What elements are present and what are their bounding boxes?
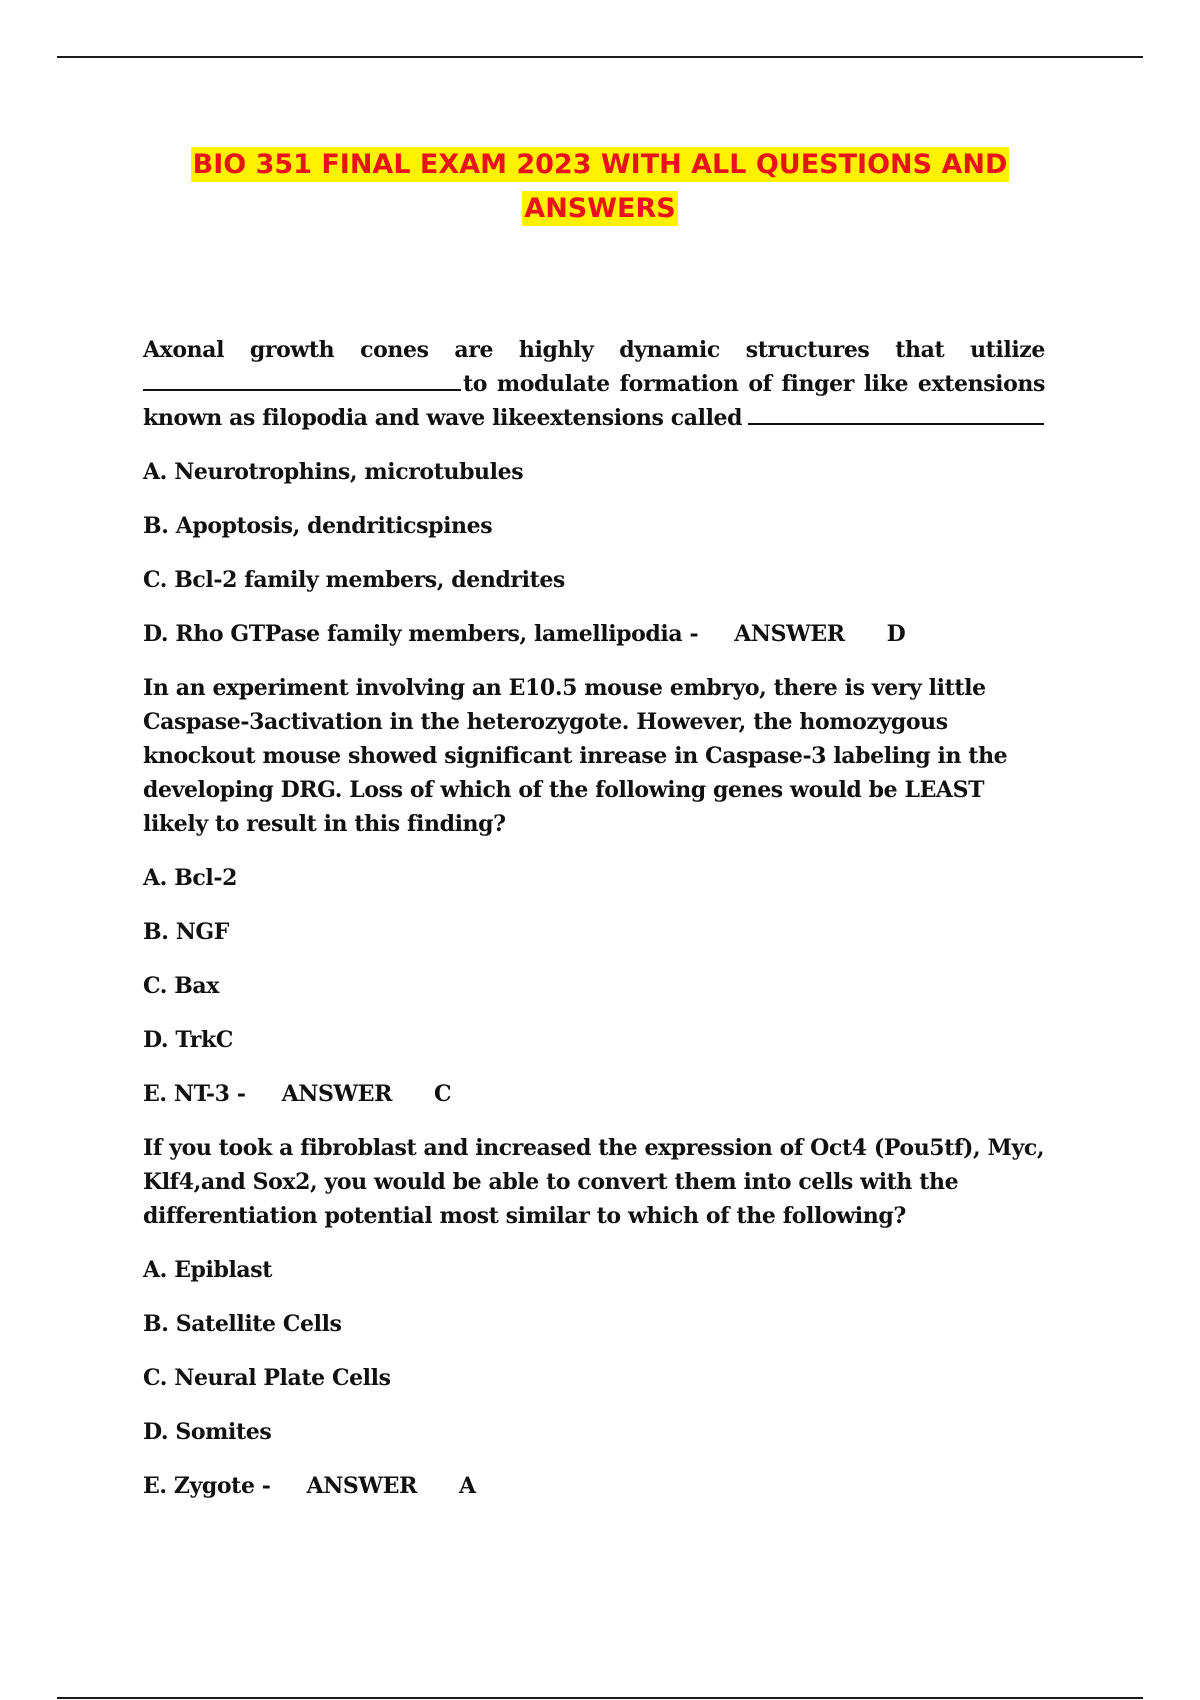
- option-a: A. Neurotrophins, microtubules: [143, 459, 524, 485]
- question-1-text-part1: Axonal growth cones are highly dynamic structures that utilize: [143, 337, 1045, 363]
- question-3: [143, 1131, 1045, 1503]
- question-1-text: [143, 333, 1045, 435]
- option-b: B. Satellite Cells: [143, 1311, 342, 1337]
- question-3-text: If you took a fibroblast and increased the expression of Oct4 (Pou5tf), Myc, Klf4,and Sox2, you would be able to convert them into cells with the differentiation potential most similar to which of the following?: [143, 1135, 1045, 1229]
- answer-value: C: [434, 1081, 452, 1107]
- option-b: B. Apoptosis, dendriticspines: [143, 513, 493, 539]
- question-2: [143, 671, 1045, 1111]
- option-e: E. NT-3 -: [143, 1081, 246, 1107]
- option-d-with-answer: [143, 617, 1045, 651]
- option-c: C. Neural Plate Cells: [143, 1365, 391, 1391]
- title-line-1: BIO 351 FINAL EXAM 2023 WITH ALL QUESTIONS AND: [192, 149, 1008, 180]
- answer-label: ANSWER: [734, 621, 845, 647]
- document-body: [143, 333, 1045, 1523]
- answer-label: ANSWER: [281, 1081, 392, 1107]
- answer-value: D: [886, 621, 906, 647]
- option-e-with-answer: [143, 1077, 1045, 1111]
- option-e: E. Zygote -: [143, 1473, 271, 1499]
- page-title: [150, 143, 1050, 231]
- option-c: C. Bcl-2 family members, dendrites: [143, 567, 565, 593]
- fill-in-blank-1: [143, 367, 461, 391]
- question-2-text: In an experiment involving an E10.5 mouse embryo, there is very little Caspase-3activation in the heterozygote. However, the homozygous knockout mouse showed significant inrease in Caspase-3 labeling in the developing DRG. Loss of which of the following genes would be LEAST likely to result in this finding?: [143, 675, 1008, 837]
- top-rule: [57, 56, 1143, 58]
- answer-label: ANSWER: [306, 1473, 417, 1499]
- answer-value: A: [458, 1473, 476, 1499]
- option-a: A. Epiblast: [143, 1257, 273, 1283]
- question-1-text-part2: to modulate formation of finger like extensions known as filopodia and wave likeextensions called: [143, 371, 1045, 431]
- title-line-2: ANSWERS: [524, 193, 676, 224]
- option-d: D. TrkC: [143, 1027, 233, 1053]
- option-a: A. Bcl-2: [143, 865, 237, 891]
- option-d: D. Somites: [143, 1419, 272, 1445]
- option-b: B. NGF: [143, 919, 230, 945]
- fill-in-blank-2: [748, 401, 1044, 425]
- option-c: C. Bax: [143, 973, 220, 999]
- option-d: D. Rho GTPase family members, lamellipodia -: [143, 621, 699, 647]
- question-1: [143, 333, 1045, 651]
- bottom-rule: [57, 1697, 1143, 1699]
- option-e-with-answer: [143, 1469, 1045, 1503]
